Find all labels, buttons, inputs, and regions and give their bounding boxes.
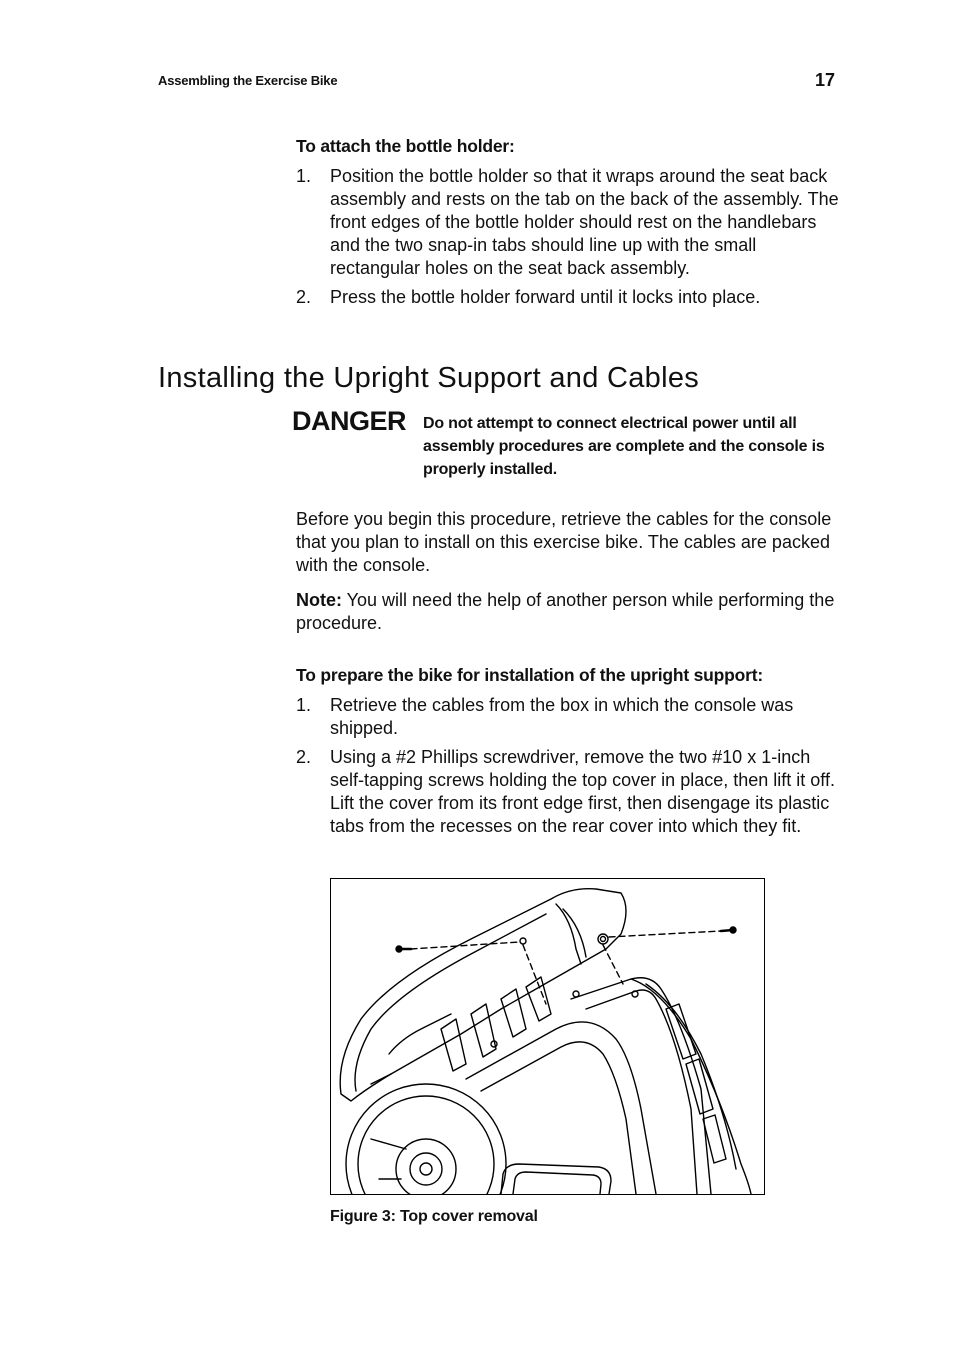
danger-text: Do not attempt to connect electrical power until all assembly procedures are complete and the console is properly installed. (423, 415, 825, 478)
step-text: Position the bottle holder so that it wraps around the seat back assembly and rests on the tab on the back of the assembly. The front edges of the bottle holder should rest on the handlebars and the two snap-in tabs should line up with the small rectangular holes on the seat back assembly. (330, 166, 839, 278)
step-number: 2. (296, 287, 312, 307)
note-text: You will need the help of another person while performing the procedure. (296, 590, 835, 633)
note-paragraph (296, 589, 836, 635)
list-item (296, 286, 841, 309)
list-item (296, 746, 841, 838)
figure-caption: Figure 3: Top cover removal (330, 1208, 538, 1225)
figure-illustration (330, 878, 765, 1195)
step-number: 1. (296, 166, 312, 186)
step-text: Press the bottle holder forward until it locks into place. (330, 287, 761, 307)
note-label: Note: (296, 590, 342, 610)
top-cover-removal-drawing (331, 879, 764, 1194)
bottle-holder-steps (296, 165, 841, 315)
section-title: Installing the Upright Support and Cables (158, 362, 700, 394)
bottle-holder-heading: To attach the bottle holder: (296, 136, 515, 156)
page-number: 17 (815, 70, 836, 90)
step-number: 2. (296, 747, 312, 767)
prepare-heading: To prepare the bike for installation of the upright support: (296, 665, 763, 685)
danger-label: DANGER (292, 406, 407, 436)
prepare-steps (296, 694, 841, 844)
list-item (296, 165, 841, 280)
list-item (296, 694, 841, 740)
step-text: Using a #2 Phillips screwdriver, remove the two #10 x 1-inch self-tapping screws holding the top cover in place, then lift it off. Lift the cover from its front edge first, then disengage its plastic tabs from the recesses on the rear cover into which they fit. (330, 747, 835, 836)
step-text: Retrieve the cables from the box in which the console was shipped. (330, 695, 794, 738)
running-title: Assembling the Exercise Bike (158, 73, 338, 88)
step-number: 1. (296, 695, 312, 715)
intro-paragraph: Before you begin this procedure, retrieve the cables for the console that you plan to install on this exercise bike. The cables are packed with the console. (296, 509, 832, 575)
